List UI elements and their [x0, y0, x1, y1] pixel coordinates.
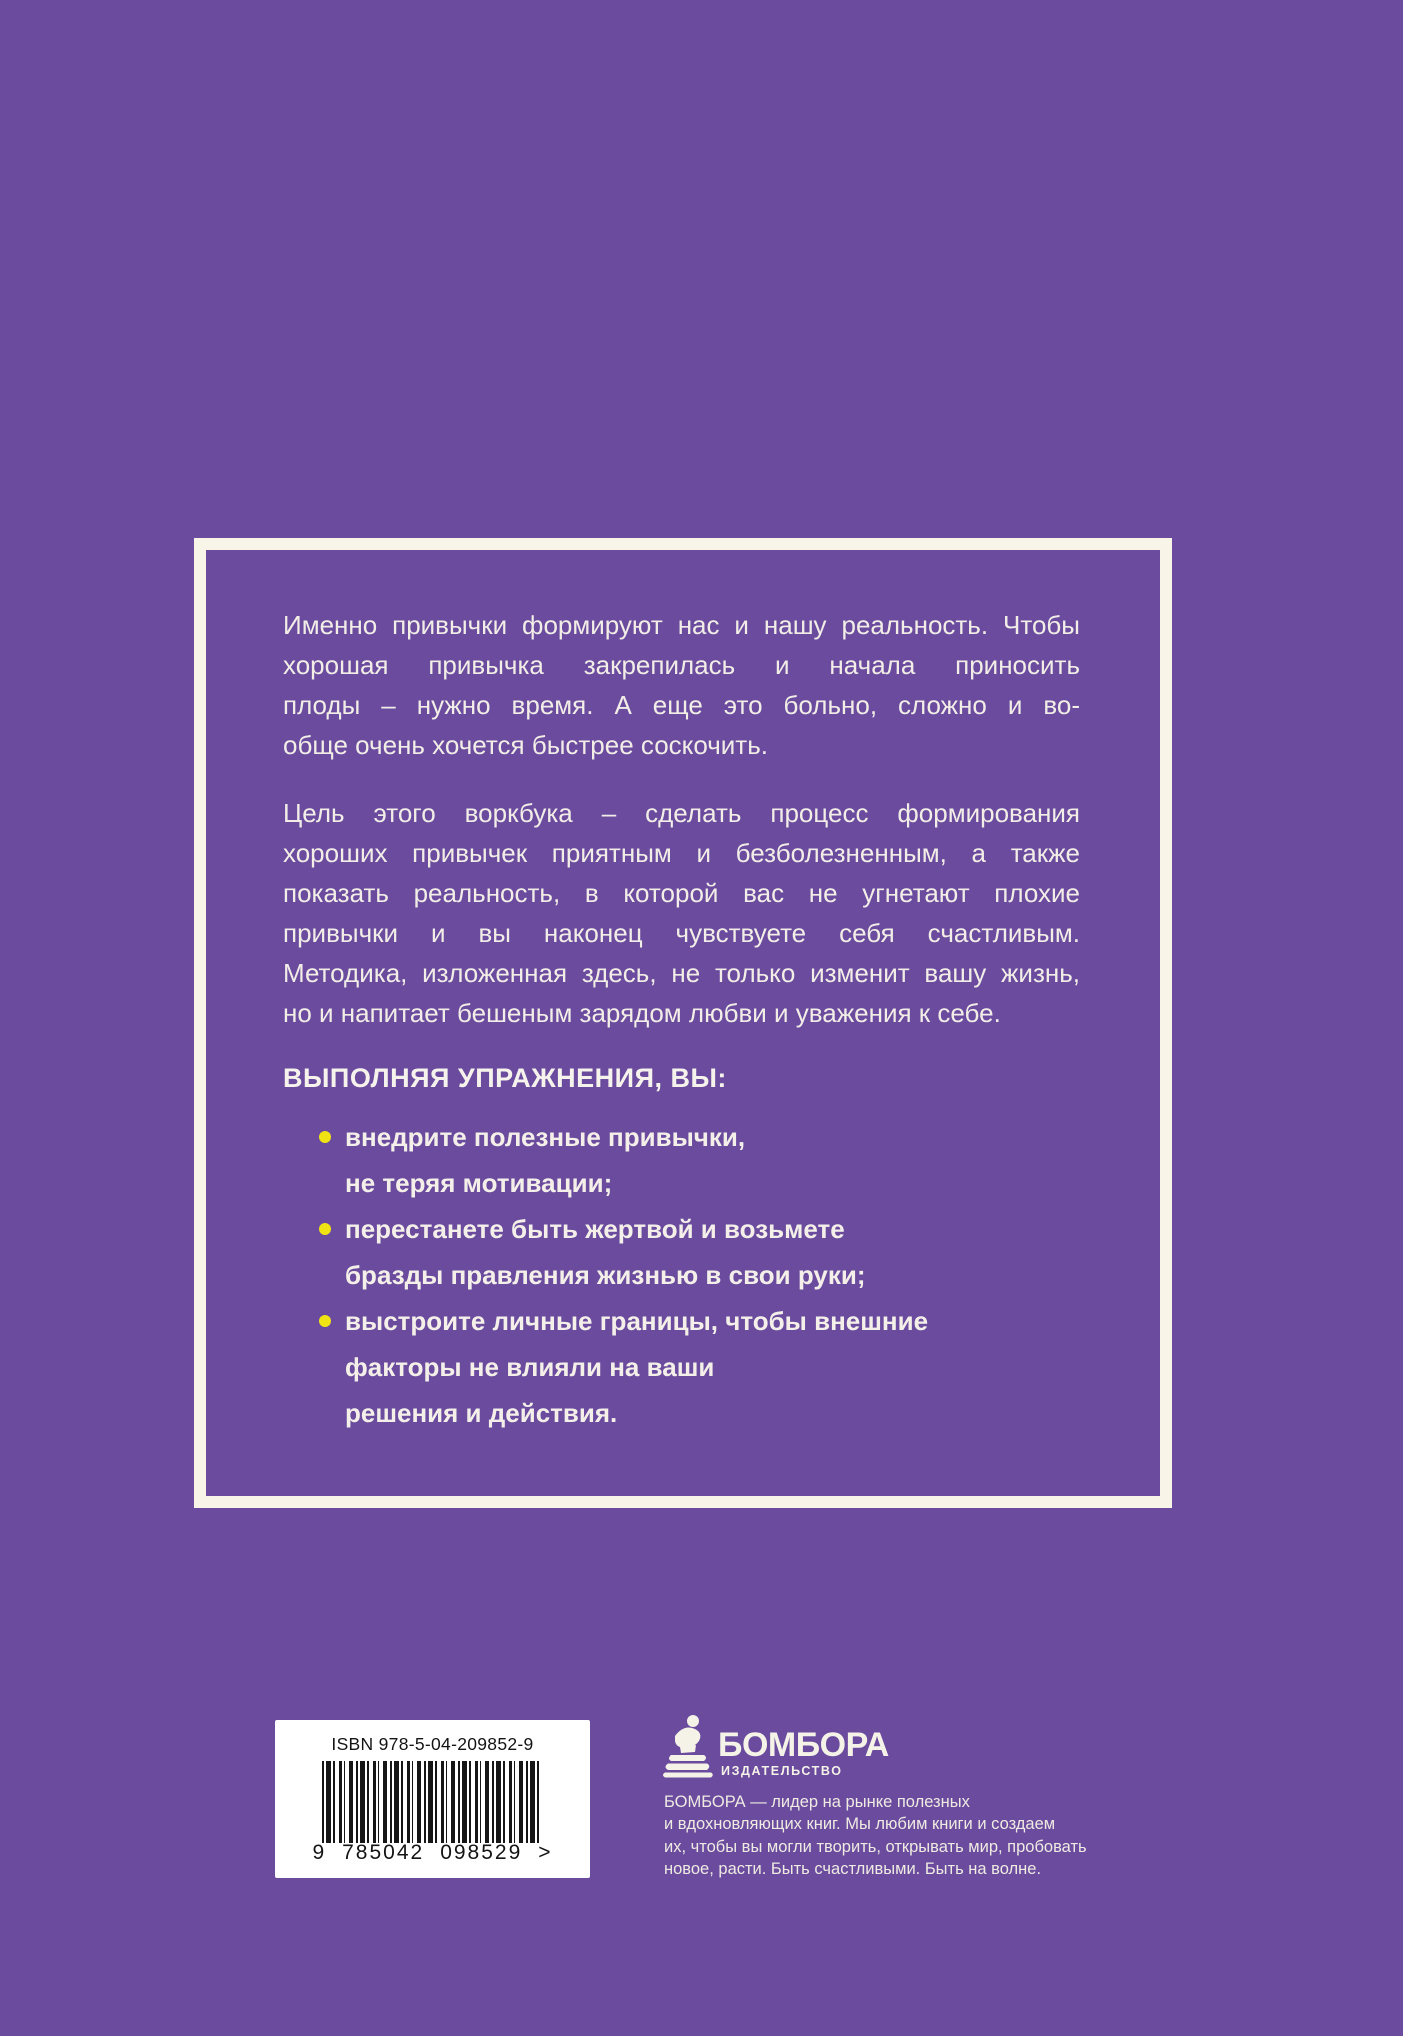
- text-line: их, чтобы вы могли творить, открывать мир, пробовать: [664, 1837, 1087, 1856]
- list-item: [283, 1206, 1080, 1298]
- benefits-bullet-list: [283, 1114, 1080, 1436]
- text-line: обще очень хочется быстрее соскочить.: [283, 730, 768, 760]
- bombora-logo-icon: [662, 1714, 714, 1778]
- barcode-digits: [275, 1841, 590, 1865]
- list-item: [283, 1114, 1080, 1206]
- text-line: перестанете быть жертвой и возьмете: [345, 1214, 845, 1244]
- publisher-tagline: ИЗДАТЕЛЬСТВО: [721, 1764, 843, 1778]
- text-line: внедрите полезные привычки,: [345, 1122, 746, 1152]
- text-line: и вдохновляющих книг. Мы любим книги и создаем: [664, 1815, 1056, 1834]
- text-line: привычки и вы наконец чувствуете себя счастливым.: [283, 918, 1080, 948]
- text-line: но и напитает бешеным зарядом любви и уважения к себе.: [283, 998, 1001, 1028]
- text-line: Методика, изложенная здесь, не только изменит вашу жизнь,: [283, 958, 1080, 988]
- text-line: решения и действия.: [345, 1398, 618, 1428]
- text-line: новое, расти. Быть счастливыми. Быть на волне.: [664, 1860, 1042, 1879]
- publisher-description: [664, 1791, 1134, 1881]
- list-item: [283, 1298, 1080, 1436]
- barcode-digit-group: 785042: [342, 1841, 425, 1864]
- bullet-dot-icon: [319, 1223, 331, 1235]
- text-line: факторы не влияли на ваши: [345, 1352, 715, 1382]
- isbn-barcode-panel: [275, 1720, 590, 1878]
- text-line: БОМБОРА — лидер на рынке полезных: [664, 1793, 970, 1811]
- barcode-lines-icon: [322, 1761, 543, 1843]
- intro-paragraph: [283, 605, 1080, 765]
- barcode-digit-group: 098529: [440, 1841, 523, 1864]
- bullet-dot-icon: [319, 1315, 331, 1327]
- publisher-brand-wordmark: БОМБОРА: [718, 1726, 889, 1764]
- text-line: Именно привычки формируют нас и нашу реальность. Чтобы: [283, 610, 1080, 640]
- isbn-label: ISBN 978-5-04-209852-9: [331, 1734, 534, 1754]
- exercises-heading: ВЫПОЛНЯЯ УПРАЖНЕНИЯ, ВЫ:: [283, 1063, 727, 1093]
- text-line: не теряя мотивации;: [345, 1168, 613, 1198]
- text-line: хороших привычек приятным и безболезненным, а также: [283, 838, 1080, 868]
- text-line: показать реальность, в которой вас не угнетают плохие: [283, 878, 1080, 908]
- text-line: выстроите личные границы, чтобы внешние: [345, 1306, 929, 1336]
- text-line: Цель этого воркбука – сделать процесс формирования: [283, 798, 1080, 828]
- barcode-digit-group: 9: [312, 1841, 327, 1864]
- text-line: бразды правления жизнью в свои руки;: [345, 1260, 866, 1290]
- text-line: плоды – нужно время. А еще это больно, сложно и во-: [283, 690, 1080, 720]
- goal-paragraph: [283, 793, 1080, 1033]
- barcode-arrow: >: [538, 1841, 553, 1864]
- bullet-dot-icon: [319, 1131, 331, 1143]
- text-line: хорошая привычка закрепилась и начала приносить: [283, 650, 1080, 680]
